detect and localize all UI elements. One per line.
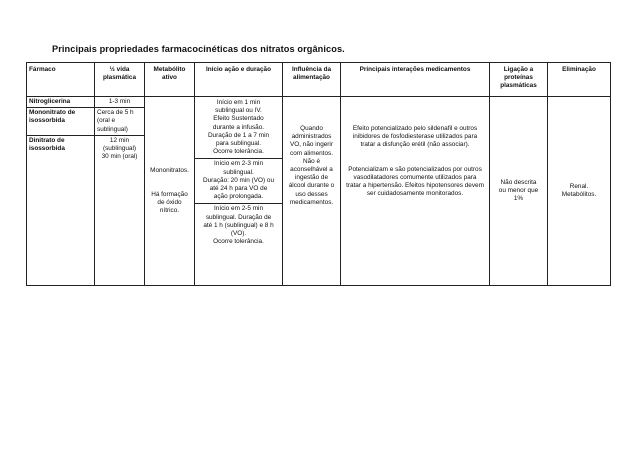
- table-title: Principais propriedades farmacocinéticas dos nitratos orgânicos.: [52, 44, 345, 54]
- drug-name-dinitrato: Dinitrato de isossorbida: [27, 135, 95, 285]
- header-row: [27, 63, 611, 97]
- metabolito-top: Mononitratos.: [150, 166, 189, 174]
- header-inicio: Início ação e duração: [195, 63, 283, 97]
- half-life-dinitrato: 12 min (sublingual) 30 min (oral): [95, 135, 145, 285]
- header-meia-vida: ½ vida plasmática: [95, 63, 145, 97]
- inicio-nitroglicerina: Início em 1 min sublingual ou IV. Efeito Sustentado durante a infusão. Duração de 1 a 7 min para sublingual. Ocorre tolerância.: [207, 99, 270, 156]
- header-interacoes: Principais interações medicamentos: [341, 63, 490, 97]
- header-ligacao: Ligação a proteínas plasmáticas: [490, 63, 548, 97]
- half-life-mononitrato: Cerca de 5 h (oral e sublingual): [95, 108, 145, 136]
- inicio-mononitrato: Início em 2-3 min sublingual. Duração: 20 min (VO) ou até 24 h para VO de ação prolongada.: [202, 160, 275, 201]
- half-life-nitroglicerina: 1-3 min: [95, 97, 145, 108]
- header-influencia: Influência da alimentação: [283, 63, 341, 97]
- inicio-cell: [195, 97, 283, 286]
- drug-name-nitroglicerina: Nitroglicerina: [27, 97, 95, 108]
- drug-name-mononitrato: Mononitrato de isossorbida: [27, 108, 95, 136]
- table-row: [27, 97, 611, 108]
- metabolito-cell: Mononitratos. Há formação de óxido nítrico.: [145, 97, 195, 286]
- pharmacokinetics-table: [26, 62, 611, 286]
- eliminacao-cell: Renal. Metabólitos.: [548, 97, 611, 286]
- interacoes-cell: Efeito potencializado pelo sildenafil e outros inibidores de fosfodiesterase utilizados para tratar a disfunção erétil (não associar). Potencializam e são potencializados por outros vasodilatadores comumente utilizados para tratar a hipertensão. Efeitos hipotensores devem ser cuidadosamente monitorados.: [341, 97, 490, 286]
- header-farmaco: Fármaco: [27, 63, 95, 97]
- ligacao-cell: Não descrita ou menor que 1%: [490, 97, 548, 286]
- influencia-cell: Quando administrados VO, não ingerir com alimentos. Não é aconselhável a ingestão de álcool durante o uso desses medicamentos.: [283, 97, 341, 286]
- inicio-dinitrato: Início em 2-5 min sublingual. Duração de até 1 h (sublingual) e 8 h (VO). Ocorre tolerância.: [203, 205, 274, 246]
- header-eliminacao: Eliminação: [548, 63, 611, 97]
- header-metabolito: Metabólito ativo: [145, 63, 195, 97]
